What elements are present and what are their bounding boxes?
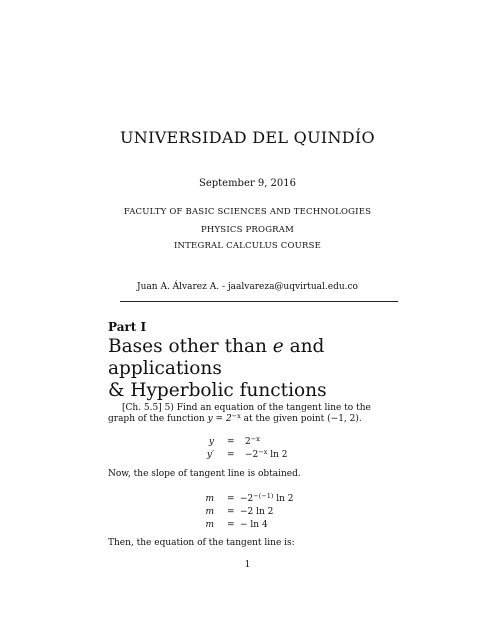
- eq-rhs: −2 ln 2: [240, 507, 274, 517]
- slope-paragraph: Now, the slope of tangent line is obtained.: [108, 469, 301, 479]
- title-text-b: and applications: [108, 336, 325, 379]
- equation-block-2: [0, 494, 495, 534]
- title-e: e: [272, 336, 284, 357]
- problem-text: Find an equation of the tangent line to the graph of the function: [108, 403, 371, 424]
- eq-lhs: y: [208, 437, 214, 447]
- point-text: at the given point (−1, 2).: [240, 414, 362, 424]
- header-divider: [120, 301, 398, 302]
- eq-rhs: $-2^{-(-1)}$ ln 2: [240, 492, 294, 504]
- university-name: UNIVERSIDAD DEL QUINDÍO: [120, 128, 375, 147]
- eq-lhs: m: [205, 520, 214, 530]
- document-date: September 9, 2016: [198, 178, 297, 189]
- section-title: [108, 336, 408, 402]
- title-text-a: Bases other than: [108, 336, 273, 357]
- part-label: Part I: [108, 320, 147, 334]
- eq-operator: =: [227, 520, 235, 530]
- problem-ref: [Ch. 5.5] 5): [122, 403, 174, 413]
- faculty-name: FACULTY OF BASIC SCIENCES AND TECHNOLOGIES: [123, 207, 372, 217]
- eq-operator: =: [227, 494, 235, 504]
- page-number: 1: [244, 560, 251, 570]
- function-expr: y = 2: [207, 414, 232, 424]
- function-exponent: −x: [231, 412, 241, 420]
- eq-lhs: m: [205, 507, 214, 517]
- tangent-line-paragraph: Then, the equation of the tangent line is:: [108, 538, 295, 548]
- eq-lhs: y′: [206, 450, 214, 460]
- eq-operator: =: [227, 450, 235, 460]
- eq-lhs: m: [205, 494, 214, 504]
- author-line: Juan A. Álvarez A. - jaalvareza@uqvirtual.edu.co: [137, 282, 358, 292]
- eq-rhs: $-2^{-x}$ ln 2: [245, 448, 288, 460]
- problem-paragraph: [108, 403, 398, 425]
- eq-operator: =: [227, 507, 235, 517]
- title-line-2: & Hyperbolic functions: [108, 380, 327, 401]
- program-name: PHYSICS PROGRAM: [200, 225, 295, 235]
- equation-block-1: [0, 437, 495, 465]
- eq-operator: =: [227, 437, 235, 447]
- eq-rhs: − ln 4: [240, 520, 268, 530]
- course-name: INTEGRAL CALCULUS COURSE: [173, 241, 322, 251]
- eq-rhs: $2^{-x}$: [245, 435, 260, 447]
